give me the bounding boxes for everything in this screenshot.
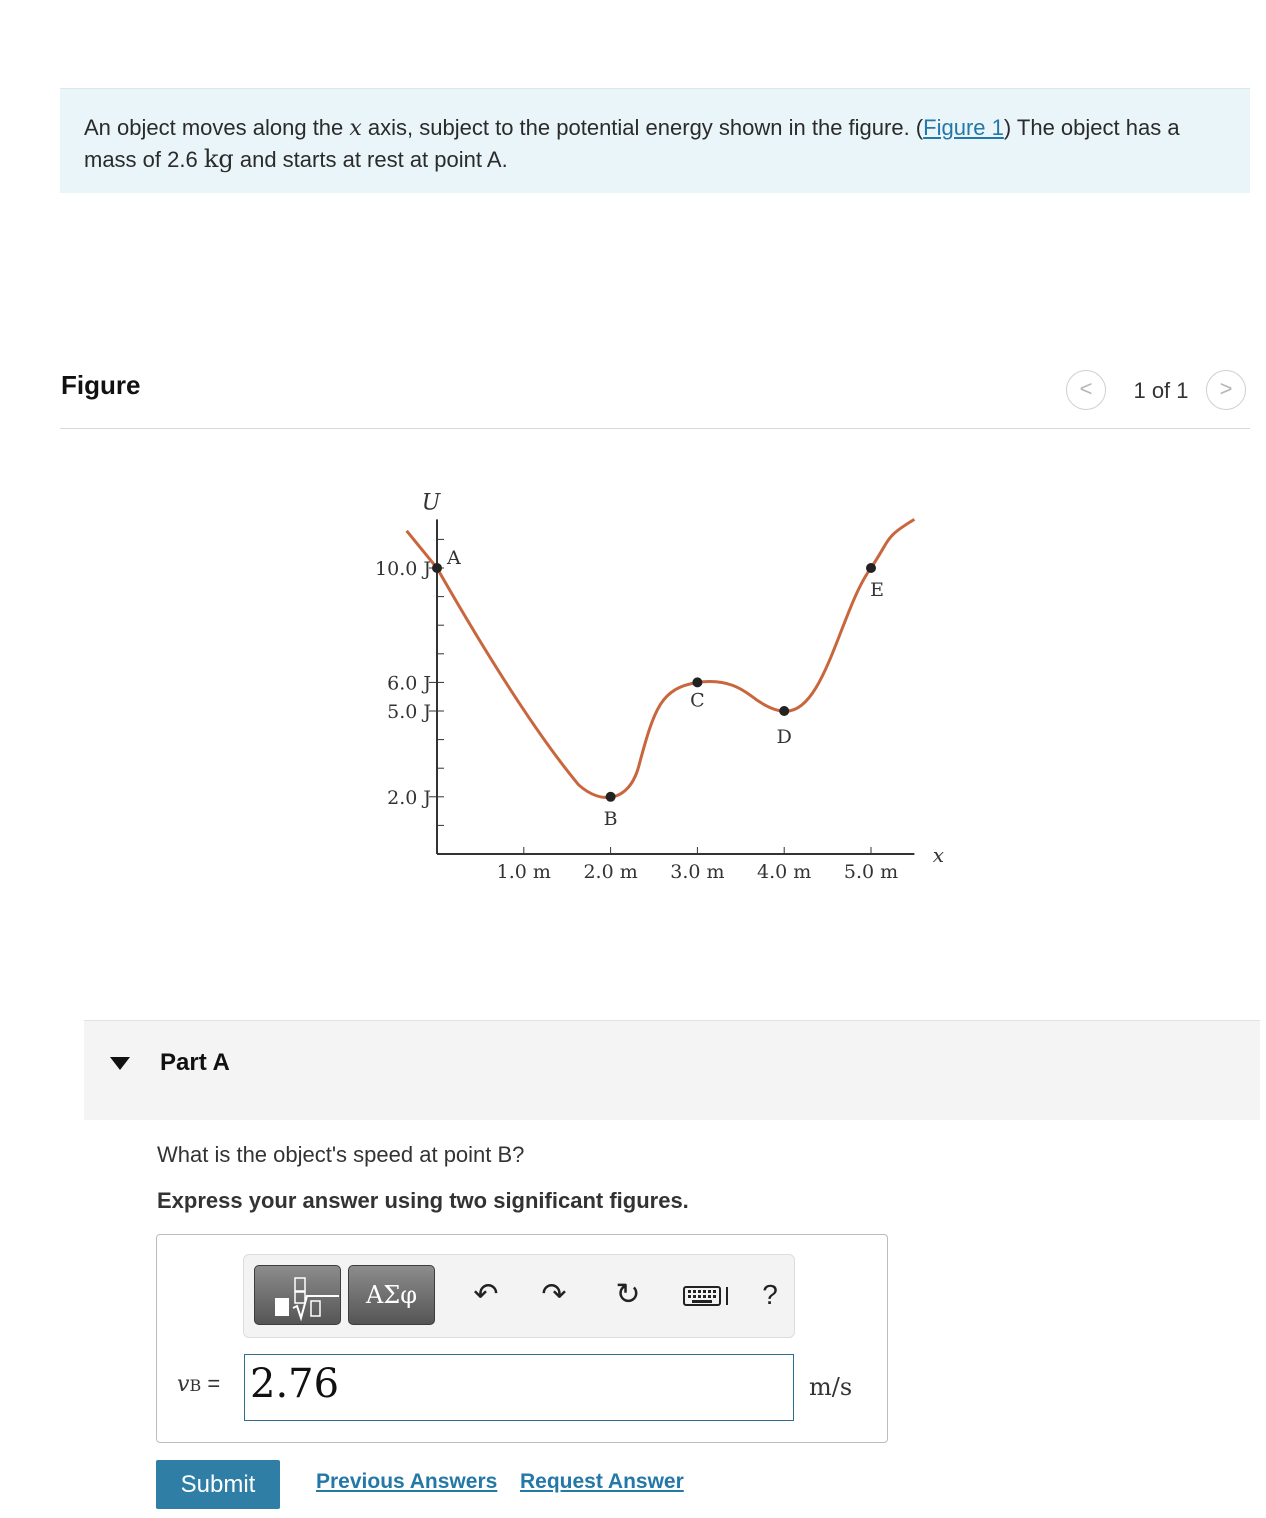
figure-divider — [60, 428, 1250, 429]
part-a-label: Part A — [160, 1049, 230, 1076]
reset-icon[interactable]: ↻ — [615, 1278, 641, 1311]
figure-pager — [1066, 370, 1250, 410]
y-tick-label: 5.0 J — [387, 701, 431, 723]
question-text: What is the object's speed at point B? — [157, 1142, 525, 1167]
y-axis-label: U — [421, 490, 441, 516]
figure-title: Figure — [61, 370, 141, 400]
point-c-label: C — [690, 689, 705, 712]
greek-symbols-button[interactable]: ΑΣφ — [348, 1265, 435, 1325]
variable-subscript: B — [189, 1376, 202, 1395]
x-tick-label: 5.0 m — [843, 861, 899, 883]
undo-icon[interactable]: ↶ — [473, 1278, 499, 1311]
collapse-triangle-icon[interactable] — [110, 1057, 130, 1070]
point-a-label: A — [447, 547, 461, 569]
submit-button[interactable]: Submit — [156, 1460, 280, 1509]
previous-figure-button[interactable]: < — [1066, 370, 1106, 410]
x-tick-label: 3.0 m — [670, 861, 725, 883]
previous-answers-link[interactable]: Previous Answers — [316, 1470, 498, 1493]
variable-symbol: v — [177, 1372, 190, 1397]
point-d-marker — [779, 706, 789, 716]
problem-statement — [60, 88, 1250, 193]
problem-text-4: and starts at rest at point A. — [233, 147, 508, 172]
next-figure-button[interactable]: > — [1206, 370, 1246, 410]
templates-button[interactable] — [254, 1265, 341, 1325]
potential-energy-chart — [360, 450, 945, 890]
x-axis-label: x — [932, 843, 945, 867]
y-tick-label: 10.0 J — [375, 558, 431, 580]
variable-x: x — [349, 116, 362, 141]
point-e-marker — [866, 563, 876, 573]
y-tick-label: 6.0 J — [387, 672, 431, 695]
answer-input[interactable]: 2.76 — [244, 1354, 794, 1421]
x-tick-label: 4.0 m — [757, 861, 812, 883]
answer-units: m/s — [809, 1373, 853, 1401]
math-toolbar — [243, 1254, 795, 1338]
point-e-label: E — [870, 579, 884, 601]
instruction-text: Express your answer using two significant figures. — [157, 1188, 689, 1213]
point-d-label: D — [776, 726, 792, 748]
x-tick-label: 2.0 m — [583, 861, 638, 883]
point-a-marker — [432, 563, 442, 573]
point-c-marker — [692, 677, 702, 687]
templates-icon — [255, 1266, 342, 1326]
problem-text-1: An object moves along the — [84, 115, 350, 140]
keyboard-icon[interactable] — [680, 1275, 740, 1315]
potential-energy-curve — [407, 519, 915, 797]
answer-box — [156, 1234, 888, 1443]
y-tick-label: 2.0 J — [387, 786, 431, 809]
request-answer-link[interactable]: Request Answer — [520, 1470, 684, 1493]
part-a-header[interactable] — [84, 1020, 1260, 1120]
point-b-marker — [606, 792, 616, 802]
help-icon[interactable]: ? — [762, 1279, 778, 1310]
redo-icon[interactable]: ↷ — [541, 1278, 567, 1311]
problem-text-3: ) The object has a mass of 2.6 — [84, 115, 1180, 172]
point-b-label: B — [603, 807, 618, 830]
figure-link[interactable]: Figure 1 — [923, 115, 1004, 140]
problem-text-2: axis, subject to the potential energy shown in the figure. ( — [361, 115, 924, 140]
unit-kg: kg — [203, 145, 234, 173]
equals-sign: = — [207, 1371, 221, 1396]
x-tick-label: 1.0 m — [496, 861, 551, 883]
variable-label — [177, 1371, 220, 1397]
figure-count: 1 of 1 — [1133, 378, 1189, 403]
keyboard-glyph — [680, 1275, 740, 1315]
